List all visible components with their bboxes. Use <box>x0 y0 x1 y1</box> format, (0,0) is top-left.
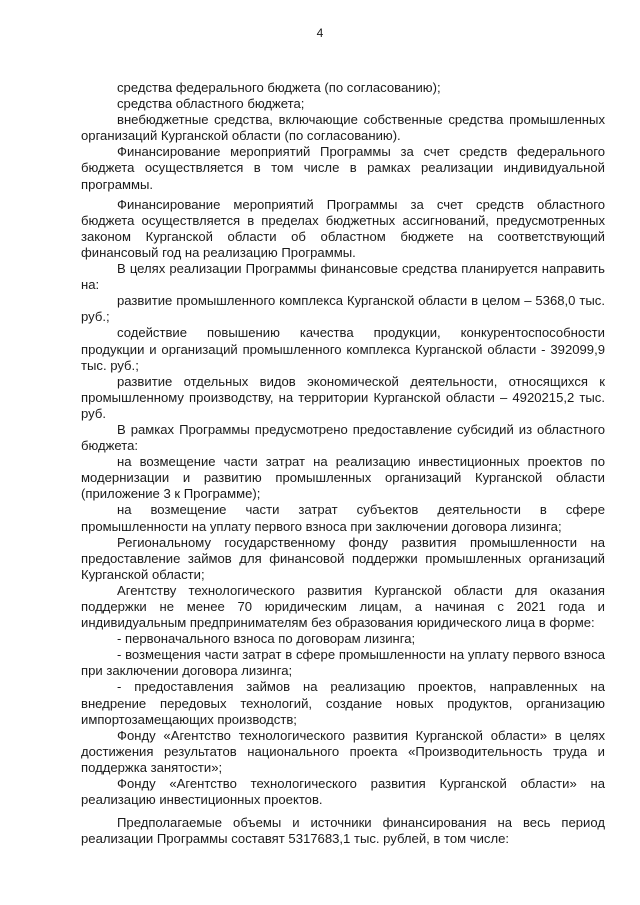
paragraph-allocation-product-quality: содействие повышению качества продукции, конкурентоспособности продукции и организаций промышленного комплекса Курганской области - 392099,9 тыс. руб.; <box>81 325 605 373</box>
list-item-leasing-cost-compensation: - возмещения части затрат в сфере промышленности на уплату первого взноса при заключении договора лизинга; <box>81 647 605 679</box>
paragraph-technology-agency-support: Агентству технологического развития Курганской области для оказания поддержки не менее 70 юридическим лицам, а начиная с 2021 года и индивидуальным предпринимателям без образования юридического лица в форме: <box>81 582 605 631</box>
paragraph-allocation-economic-activities: развитие отдельных видов экономической деятельности, относящихся к промышленному производству, на территории Курганской области – 4920215,2 тыс. руб. <box>81 373 605 421</box>
list-item-project-loans: - предоставления займов на реализацию проектов, направленных на внедрение передовых технологий, создание новых продуктов, организацию импортозамещающих производств; <box>81 679 605 727</box>
paragraph-fund-investment-projects: Фонду «Агентство технологического развития Курганской области» на реализацию инвестиционных проектов. <box>81 776 605 808</box>
paragraph-funds-allocation-intro: В целях реализации Программы финансовые средства планируется направить на: <box>81 261 605 293</box>
paragraph-fund-labor-productivity: Фонду «Агентство технологического развития Курганской области» в целях достижения результатов национального проекта «Производительность труда и поддержка занятости»; <box>81 727 605 775</box>
paragraph-subsidy-investment-projects: на возмещение части затрат на реализацию инвестиционных проектов по модернизации и развитию промышленных организаций Курганской области (приложение 3 к Программе); <box>81 454 605 502</box>
paragraph-funding-source-extrabudgetary: внебюджетные средства, включающие собственные средства промышленных организаций Курганской области (по согласованию). <box>81 112 605 144</box>
paragraph-federal-financing: Финансирование мероприятий Программы за счет средств федерального бюджета осуществляется в том числе в рамках реализации индивидуальной программы. <box>81 144 605 192</box>
paragraph-funding-source-federal: средства федерального бюджета (по согласованию); <box>117 80 441 95</box>
paragraph-subsidies-intro: В рамках Программы предусмотрено предоставление субсидий из областного бюджета: <box>81 421 605 454</box>
paragraph-total-financing: Предполагаемые объемы и источники финансирования на весь период реализации Программы составят 5317683,1 тыс. рублей, в том числе: <box>81 815 605 847</box>
paragraph-allocation-industrial-complex: развитие промышленного комплекса Курганской области в целом – 5368,0 тыс. руб.; <box>81 293 605 325</box>
paragraph-funding-source-regional: средства областного бюджета; <box>117 96 305 112</box>
document-body <box>81 80 605 847</box>
list-item-leasing-initial-payment: - первоначального взноса по договорам лизинга; <box>117 631 416 647</box>
paragraph-industry-development-fund: Региональному государственному фонду развития промышленности на предоставление займов для финансовой поддержки промышленных организаций Курганской области; <box>81 534 605 582</box>
page-number: 4 <box>316 26 324 40</box>
paragraph-subsidy-leasing-first-payment: на возмещение части затрат субъектов деятельности в сфере промышленности на уплату первого взноса при заключении договора лизинга; <box>81 502 605 534</box>
paragraph-regional-financing: Финансирование мероприятий Программы за счет средств областного бюджета осуществляется в пределах бюджетных ассигнований, предусмотренных законом Курганской области об областном бюджете на соответствующий финансовый год на реализацию Программы. <box>81 196 605 260</box>
